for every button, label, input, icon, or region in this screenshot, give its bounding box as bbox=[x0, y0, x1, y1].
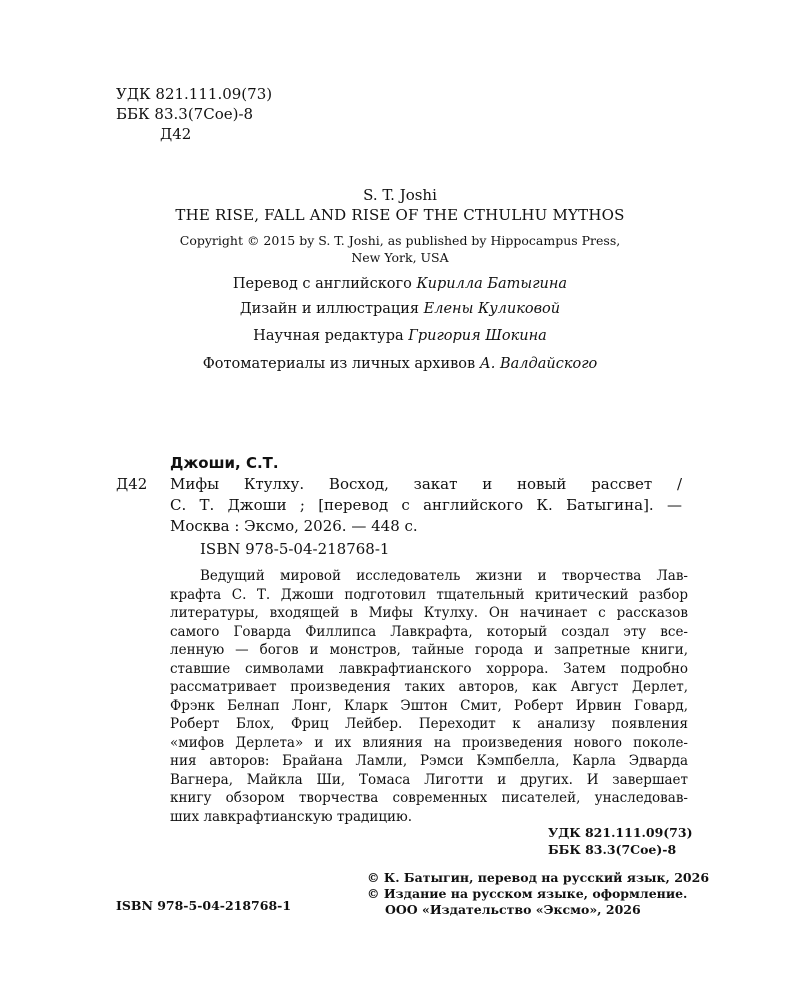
credit-photos bbox=[0, 356, 800, 372]
annotation-line: Вагнера, Майкла Ши, Томаса Лиготти и других. И завершает bbox=[170, 771, 688, 788]
copyright-line: Copyright © 2015 by S. T. Joshi, as published by Hippocampus Press, bbox=[179, 233, 621, 248]
annotation-line: ленную — богов и монстров, тайные города и запретные книги, bbox=[170, 642, 688, 658]
credit-person: Елены Куликовой bbox=[423, 301, 561, 317]
credit-role: Перевод с английского bbox=[232, 276, 417, 292]
card-description bbox=[170, 474, 682, 537]
copyright-line: New York, USA bbox=[351, 250, 449, 265]
card-isbn: ISBN 978-5-04-218768-1 bbox=[200, 540, 390, 558]
bbk-code: ББК 83.3(7Сое)-8 bbox=[548, 842, 677, 857]
credit-editor bbox=[0, 328, 800, 344]
annotation-line: «мифов Дерлета» и их влияния на произведения нового поколе- bbox=[170, 734, 688, 751]
credit-role: Дизайн и иллюстрация bbox=[239, 301, 424, 317]
annotation-line: крафта С. Т. Джоши подготовил тщательный критический разбор bbox=[170, 586, 688, 603]
description-line: С. Т. Джоши ; [перевод с английского К. Батыгина]. — bbox=[170, 496, 682, 514]
credit-role: Фотоматериалы из личных архивов bbox=[202, 356, 480, 372]
credit-role: Научная редактура bbox=[253, 328, 409, 344]
copyright-notice: ООО «Издательство «Эксмо», 2026 bbox=[385, 902, 641, 917]
description-line: Москва : Эксмо, 2026. — 448 с. bbox=[170, 517, 418, 535]
credit-design bbox=[0, 301, 800, 317]
copyright-notices bbox=[367, 870, 709, 918]
annotation-line: Роберт Блох, Фриц Лейбер. Переходит к анализу появления bbox=[170, 716, 688, 732]
copyright-notice: © К. Батыгин, перевод на русский язык, 2026 bbox=[367, 870, 710, 885]
author-mark: Д42 bbox=[160, 125, 192, 143]
original-author: S. T. Joshi bbox=[363, 186, 437, 204]
udk-code: УДК 821.111.09(73) bbox=[548, 825, 693, 840]
credit-translation bbox=[0, 276, 800, 292]
credit-person: Кирилла Батыгина bbox=[416, 276, 568, 292]
copyright-notice: © Издание на русском языке, оформление. bbox=[367, 886, 688, 901]
original-title: THE RISE, FALL AND RISE OF THE CTHULHU MYTHOS bbox=[175, 206, 625, 224]
card-author-mark: Д42 bbox=[116, 475, 148, 493]
annotation-line: ставшие символами лавкрафтианского хоррора. Затем подробно bbox=[170, 660, 688, 677]
annotation-line: литературы, входящей в Мифы Ктулху. Он начинает с рассказов bbox=[170, 605, 688, 621]
annotation-line: книгу обзором творчества современных писателей, унаследовав- bbox=[170, 790, 688, 806]
description-line: Мифы Ктулху. Восход, закат и новый рассвет / bbox=[170, 475, 682, 493]
annotation-line: Ведущий мировой исследователь жизни и творчества Лав- bbox=[200, 568, 688, 584]
credit-person: Григория Шокина bbox=[408, 328, 547, 344]
annotation-line: самого Говарда Филлипса Лавкрафта, который создал эту все- bbox=[170, 623, 688, 640]
annotation bbox=[170, 567, 688, 826]
bbk-code: ББК 83.3(7Сое)-8 bbox=[116, 105, 254, 123]
classification-block-bottom bbox=[548, 824, 693, 858]
udk-code: УДК 821.111.09(73) bbox=[116, 85, 273, 103]
classification-block-top bbox=[116, 84, 272, 144]
annotation-line: рассматривает произведения таких авторов, как Август Дерлет, bbox=[170, 679, 688, 695]
isbn-footer: ISBN 978-5-04-218768-1 bbox=[116, 898, 292, 913]
credit-person: А. Валдайского bbox=[479, 356, 598, 372]
annotation-line: Фрэнк Белнап Лонг, Кларк Эштон Смит, Роберт Ирвин Говард, bbox=[170, 697, 688, 714]
card-heading: Джоши, С.Т. bbox=[170, 454, 279, 472]
annotation-line: ших лавкрафтианскую традицию. bbox=[170, 808, 413, 825]
annotation-line: ния авторов: Брайана Ламли, Рэмси Кэмпбелла, Карла Эдварда bbox=[170, 753, 688, 769]
original-copyright bbox=[0, 232, 800, 266]
